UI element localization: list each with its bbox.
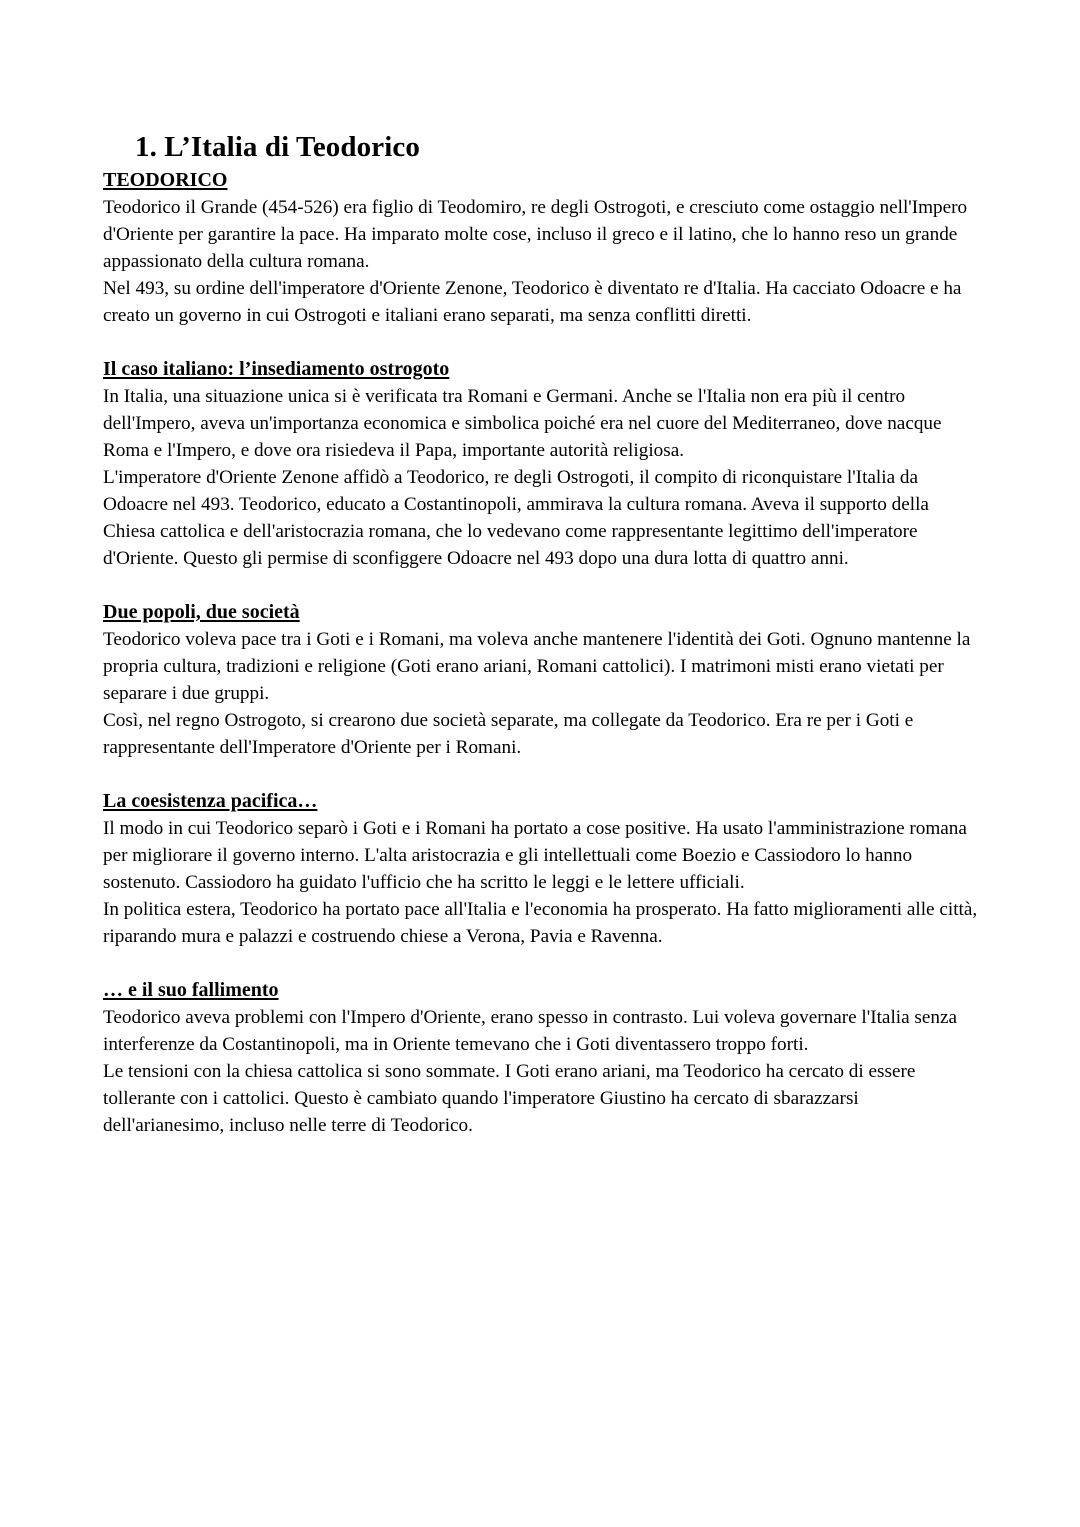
section-heading: Il caso italiano: l’insediamento ostrogoto [103,358,450,380]
section-coesistenza [103,788,983,950]
document-page [103,127,983,1139]
paragraph: Teodorico aveva problemi con l'Impero d'Oriente, erano spesso in contrasto. Lui voleva governare l'Italia senza interferenze da Costantinopoli, ma in Oriente temevano che i Goti diventassero troppo forti. [103,1007,958,1055]
page-title: 1. L’Italia di Teodorico [135,131,420,163]
section-fallimento [103,977,983,1139]
paragraph: Teodorico voleva pace tra i Goti e i Romani, ma voleva anche mantenere l'identità dei Goti. Ognuno mantenne la propria cultura, tradizioni e religione (Goti erano ariani, Romani cattolici). I matrimoni misti erano vietati per separare i due gruppi. [103,629,971,704]
paragraph: In Italia, una situazione unica si è verificata tra Romani e Germani. Anche se l'Italia non era più il centro dell'Impero, aveva un'importanza economica e simbolica poiché era nel cuore del Mediterraneo, dove nacque Roma e l'Impero, e dove ora risiedeva il Papa, importante autorità religiosa. [103,386,942,461]
section-heading: … e il suo fallimento [103,979,279,1001]
paragraph: Teodorico il Grande (454-526) era figlio di Teodomiro, re degli Ostrogoti, e cresciuto come ostaggio nell'Impero d'Oriente per garantire la pace. Ha imparato molte cose, incluso il greco e il latino, che lo hanno reso un grande appassionato della cultura romana. [103,197,968,272]
section-caso-italiano [103,356,983,572]
section-heading: TEODORICO [103,169,228,191]
paragraph: Nel 493, su ordine dell'imperatore d'Oriente Zenone, Teodorico è diventato re d'Italia. Ha cacciato Odoacre e ha creato un governo in cui Ostrogoti e italiani erano separati, ma senza conflitti diretti. [103,278,962,326]
paragraph: Il modo in cui Teodorico separò i Goti e i Romani ha portato a cose positive. Ha usato l'amministrazione romana per migliorare il governo interno. L'alta aristocrazia e gli intellettuali come Boezio e Cassiodoro lo hanno sostenuto. Cassiodoro ha guidato l'ufficio che ha scritto le leggi e le lettere ufficiali. [103,818,967,893]
paragraph: In politica estera, Teodorico ha portato pace all'Italia e l'economia ha prosperato. Ha fatto miglioramenti alle città, riparando mura e palazzi e costruendo chiese a Verona, Pavia e Ravenna. [103,899,978,947]
section-due-popoli [103,599,983,761]
section-heading: La coesistenza pacifica… [103,790,318,812]
section-teodorico [103,167,983,329]
paragraph: Così, nel regno Ostrogoto, si crearono due società separate, ma collegate da Teodorico. Era re per i Goti e rappresentante dell'Imperatore d'Oriente per i Romani. [103,710,914,758]
section-heading: Due popoli, due società [103,601,300,623]
paragraph: Le tensioni con la chiesa cattolica si sono sommate. I Goti erano ariani, ma Teodorico ha cercato di essere tollerante con i cattolici. Questo è cambiato quando l'imperatore Giustino ha cercato di sbarazzarsi dell'arianesimo, incluso nelle terre di Teodorico. [103,1061,916,1136]
paragraph: L'imperatore d'Oriente Zenone affidò a Teodorico, re degli Ostrogoti, il compito di riconquistare l'Italia da Odoacre nel 493. Teodorico, educato a Costantinopoli, ammirava la cultura romana. Aveva il supporto della Chiesa cattolica e dell'aristocrazia romana, che lo vedevano come rappresentante legittimo dell'imperatore d'Oriente. Questo gli permise di sconfiggere Odoacre nel 493 dopo una dura lotta di quattro anni. [103,467,929,569]
